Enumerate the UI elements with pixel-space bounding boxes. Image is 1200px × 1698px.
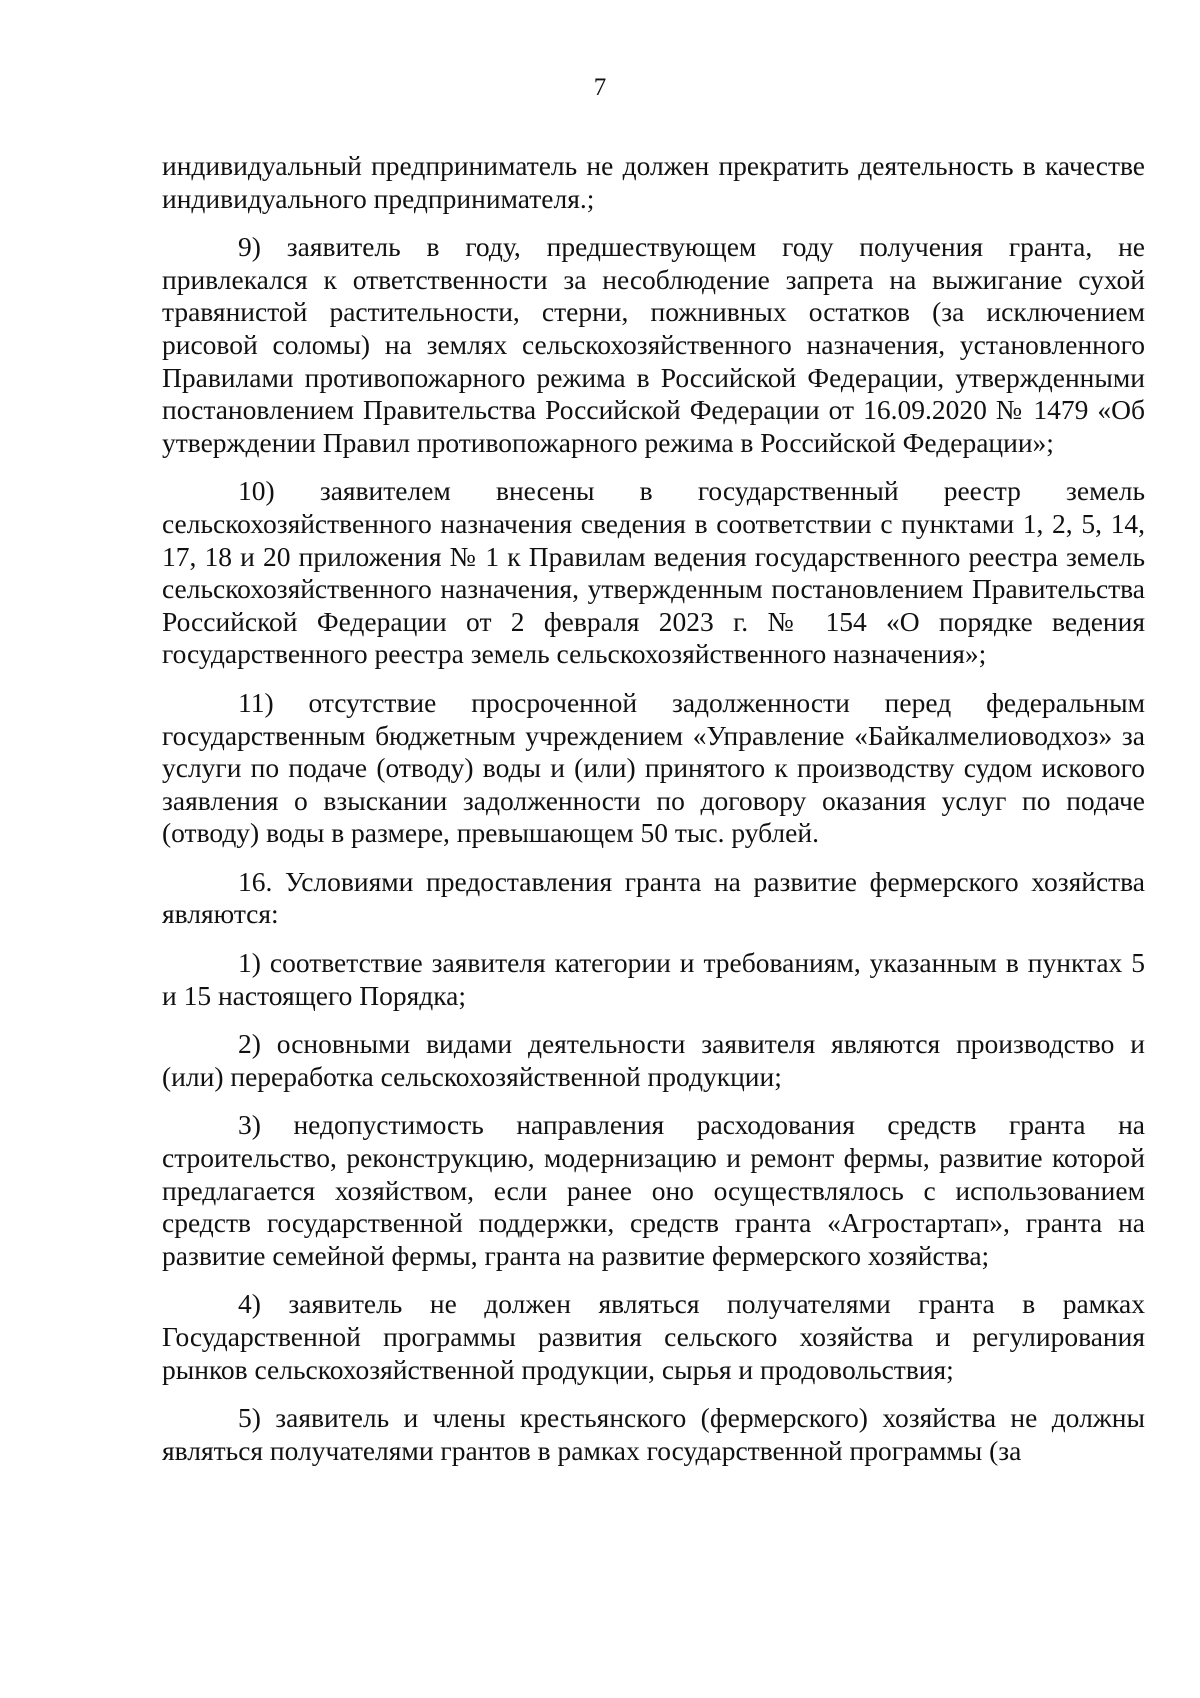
paragraph-continuation: индивидуальный предприниматель не должен прекратить деятельность в качестве индивидуального предпринимателя.; (162, 150, 1145, 214)
document-body (162, 150, 1145, 1483)
paragraph-condition-5: 5) заявитель и члены крестьянского (фермерского) хозяйства не должны являться получателями грантов в рамках государственной программы (за (162, 1402, 1145, 1466)
paragraph-condition-4: 4) заявитель не должен являться получателями гранта в рамках Государственной программы развития сельского хозяйства и регулирования рынков сельскохозяйственной продукции, сырья и продовольствия; (162, 1288, 1145, 1385)
paragraph-condition-3: 3) недопустимость направления расходования средств гранта на строительство, реконструкцию, модернизацию и ремонт фермы, развитие которой предлагается хозяйством, если ранее оно осуществлялось с использованием средств государственной поддержки, средств гранта «Агростартап», гранта на развитие семейной фермы, гранта на развитие фермерского хозяйства; (162, 1109, 1145, 1271)
page-number: 7 (593, 74, 607, 101)
paragraph-item-10: 10) заявителем внесены в государственный реестр земель сельскохозяйственного назначения сведения в соответствии с пунктами 1, 2, 5, 14, 17, 18 и 20 приложения № 1 к Правилам ведения государственного реестра земель сельскохозяйственного назначения, утвержденным постановлением Правительства Российской Федерации от 2 февраля 2023 г. № 154 «О порядке ведения государственного реестра земель сельскохозяйственного назначения»; (162, 475, 1145, 670)
paragraph-section-16: 16. Условиями предоставления гранта на развитие фермерского хозяйства являются: (162, 865, 1145, 930)
paragraph-condition-2: 2) основными видами деятельности заявителя являются производство и (или) переработка сельскохозяйственной продукции; (162, 1028, 1145, 1092)
paragraph-item-11: 11) отсутствие просроченной задолженности перед федеральным государственным бюджетным учреждением «Управление «Байкалмелиоводхоз» за услуги по подаче (отводу) воды и (или) принятого к производству судом искового заявления о взыскании задолженности по договору оказания услуг по подаче (отводу) воды в размере, превышающем 50 тыс. рублей. (162, 686, 1145, 849)
paragraph-item-9: 9) заявитель в году, предшествующем году получения гранта, не привлекался к ответственности за несоблюдение запрета на выжигание сухой травянистой растительности, стерни, пожнивных остатков (за исключением рисовой соломы) на землях сельскохозяйственного назначения, установленного Правилами противопожарного режима в Российской Федерации, утвержденными постановлением Правительства Российской Федерации от 16.09.2020 № 1479 «Об утверждении Правил противопожарного режима в Российской Федерации»; (162, 231, 1145, 458)
paragraph-condition-1: 1) соответствие заявителя категории и требованиям, указанным в пунктах 5 и 15 настоящего Порядка; (162, 947, 1145, 1011)
